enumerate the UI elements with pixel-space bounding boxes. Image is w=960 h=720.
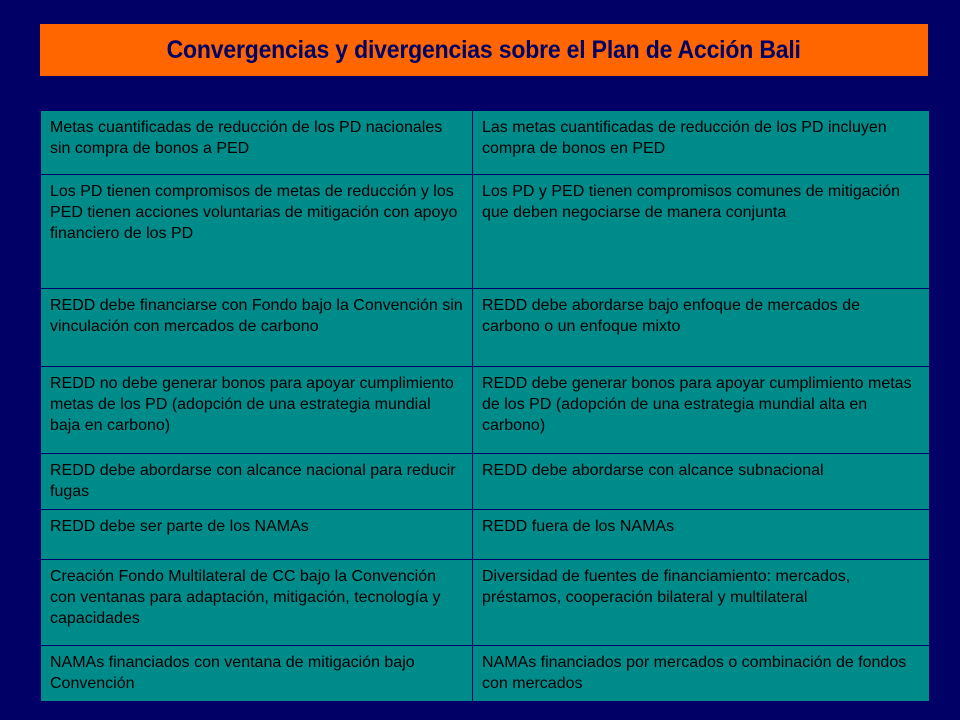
table-row [41,560,930,646]
table-row [41,510,930,560]
slide-title: Convergencias y divergencias sobre el Plan de Acción Bali [166,35,802,64]
convergence-cell: Metas cuantificadas de reducción de los PD nacionales sin compra de bonos a PED [41,111,473,175]
table-row [41,175,930,289]
divergence-cell: REDD debe abordarse con alcance subnacional [473,454,930,510]
divergence-cell: Diversidad de fuentes de financiamiento: mercados, préstamos, cooperación bilateral y multilateral [473,560,930,646]
table-row [41,454,930,510]
divergence-cell: NAMAs financiados por mercados o combinación de fondos con mercados [473,646,930,702]
convergence-cell: REDD debe ser parte de los NAMAs [41,510,473,560]
divergence-cell: REDD debe generar bonos para apoyar cumplimiento metas de los PD (adopción de una estrategia mundial alta en carbono) [473,367,930,454]
table-row [41,289,930,367]
title-bar [40,24,928,76]
divergence-cell: Las metas cuantificadas de reducción de los PD incluyen compra de bonos en PED [473,111,930,175]
convergence-cell: REDD no debe generar bonos para apoyar cumplimiento metas de los PD (adopción de una estrategia mundial baja en carbono) [41,367,473,454]
convergence-cell: Creación Fondo Multilateral de CC bajo la Convención con ventanas para adaptación, mitigación, tecnología y capacidades [41,560,473,646]
divergence-cell: REDD fuera de los NAMAs [473,510,930,560]
convergence-cell: Los PD tienen compromisos de metas de reducción y los PED tienen acciones voluntarias de mitigación con apoyo financiero de los PD [41,175,473,289]
convergence-cell: NAMAs financiados con ventana de mitigación bajo Convención [41,646,473,702]
comparison-table [40,110,930,702]
table-row [41,367,930,454]
convergence-cell: REDD debe financiarse con Fondo bajo la Convención sin vinculación con mercados de carbono [41,289,473,367]
divergence-cell: Los PD y PED tienen compromisos comunes de mitigación que deben negociarse de manera conjunta [473,175,930,289]
divergence-cell: REDD debe abordarse bajo enfoque de mercados de carbono o un enfoque mixto [473,289,930,367]
convergence-cell: REDD debe abordarse con alcance nacional para reducir fugas [41,454,473,510]
table-row [41,111,930,175]
table-row [41,646,930,702]
